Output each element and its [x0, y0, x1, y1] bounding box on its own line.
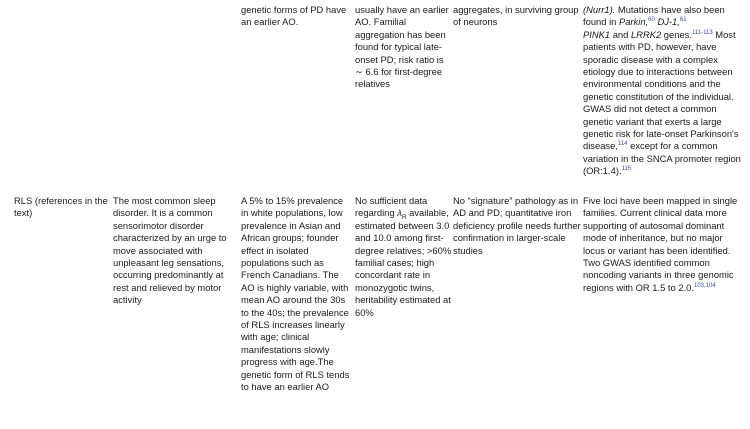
lrrk2-gene: LRRK2	[630, 28, 662, 40]
row1-genetics-cell	[583, 4, 745, 178]
rls-description-cell: The most common sleep disorder. It is a common sensorimotor disorder characterized by an urge to move associated with unpleasant leg sensations, occurring predominantly at rest and relieved by motor activity	[113, 195, 227, 306]
genetics-text-3: Most patients with PD, however, have sporadic disease with a complex etiology due to interactions between environmental conditions and the genetic constitution of the individual. GWAS did not detect a common genetic variant that exerts a large genetic risk for late-onset Parkinson's disease,	[583, 28, 739, 152]
ref-111-113[interactable]: 111-113	[691, 29, 713, 36]
genetics-text-1: Mutations have also been found in	[583, 4, 725, 28]
parkin-gene: Parkin,	[618, 16, 649, 28]
rls-prevalence-cell: A 5% to 15% prevalence in white populations, low prevalence in Asian and African groups; founder effect in isolated populations such as French Canadians. The AO is highly variable, with mean AO around the 30s to the 40s; the prevalence of RLS increases linearly with age; clinical manifestations slowly progress with age.The genetic form of RLS tends to have an earlier AO	[241, 195, 350, 393]
ref-114[interactable]: 114	[617, 141, 628, 148]
rls-heritability-text-1: No sufficient data regarding	[355, 195, 428, 219]
rls-genetics-text: Five loci have been mapped in single families. Current clinical data more supporting of autosomal dominant mode of inheritance, but no major locus or variant has been identified. Two GWAS identified common noncoding variants in three genomic regions with OR 1.5 to 2.0.	[583, 195, 738, 293]
genetics-text-4: except for a common variation in the SNCA promoter region (OR:1.4).	[583, 140, 741, 177]
dj1-gene: DJ-1,	[654, 16, 680, 28]
row1-pathology-cell: aggregates, in surviving group of neurons	[453, 4, 579, 28]
lambda-subscript: R	[401, 214, 407, 222]
ref-103-104[interactable]: 103,104	[694, 282, 716, 289]
row1-age-onset-cell: genetic forms of PD have an earlier AO.	[241, 4, 347, 28]
nurr1-gene: (Nurr1).	[583, 4, 616, 15]
rls-pathology-cell: No “signature” pathology as in AD and PD; quantitative iron deficiency profile needs further confirmation in larger-scale studies	[453, 195, 581, 256]
ref-60[interactable]: 60	[648, 17, 655, 24]
genes-text: genes.	[661, 28, 692, 40]
pink1-gene: PINK1	[583, 28, 611, 40]
rls-genetics-cell	[583, 195, 745, 294]
row1-heritability-cell: usually have an earlier AO. Familial aggregation has been found for typical late-onset PD; risk ratio is ∼ 6.6 for first-degree relatives	[355, 4, 449, 90]
rls-heritability-text-2: available, estimated between 3.0 and 10.0 among first-degree relatives; >60% familial cases; high concordant rate in monozygotic twins, heritability estimated at 60%	[355, 207, 452, 318]
ref-61[interactable]: 61	[679, 17, 687, 24]
ref-115[interactable]: 115	[621, 166, 632, 173]
rls-heritability-cell	[355, 195, 453, 319]
and-text: and	[610, 28, 631, 40]
rls-disease-cell: RLS (references in the text)	[14, 195, 108, 219]
lambda-symbol: λ	[397, 207, 402, 219]
